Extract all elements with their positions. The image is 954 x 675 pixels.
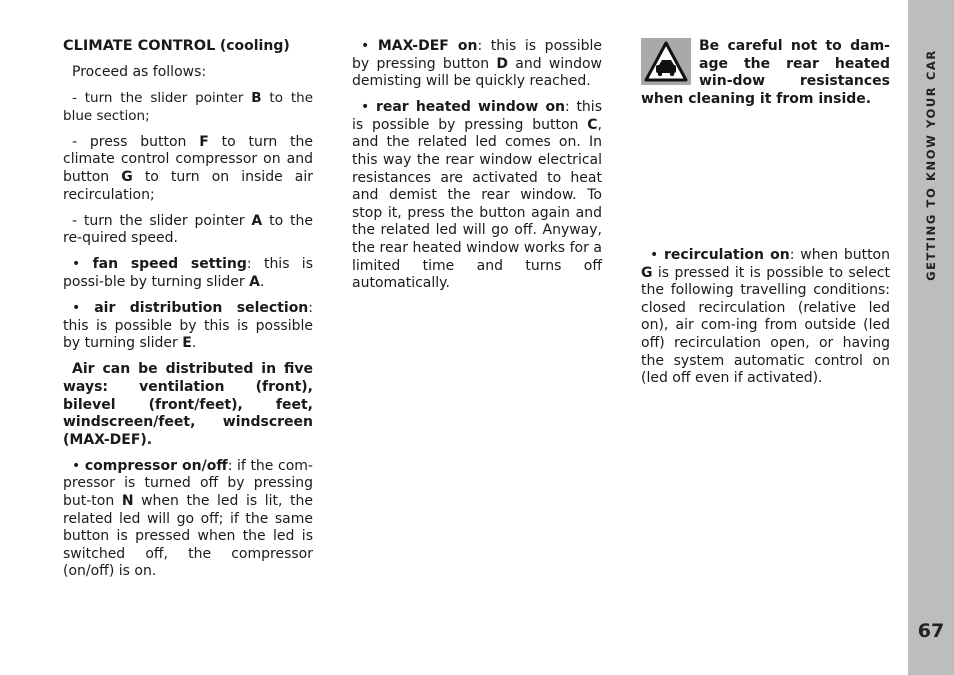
- rear-window-item: • rear heated window on: this is possible by pressing button C, and the related led comes on. In this way the rear window electrical resistances are activated to heat and demist the rear window. To stop it, press the button again and the related led will go off. Anyway, the rear heated window works for a limited time and turns off automatically.: [352, 99, 602, 292]
- step-press-buttons: - press button F to turn the climate control compressor on and button G to turn on inside air recirculation;: [63, 133, 313, 203]
- car-warning-triangle-icon: [641, 38, 691, 85]
- section-heading: CLIMATE CONTROL (cooling): [63, 38, 290, 54]
- step-slider-speed: - turn the slider pointer A to the re-quired speed.: [63, 212, 313, 247]
- column-middle: [352, 38, 602, 301]
- column-right: [641, 38, 890, 108]
- recirculation-item: • recirculation on: when button G is pressed it is possible to select the following travelling conditions: closed recirculation (relative led on), air com-ing from outside (led off) recirculation open, or having the system automatic control on (led off even if activated).: [641, 247, 890, 387]
- page-number: 67: [917, 620, 945, 642]
- max-def-item: • MAX-DEF on: this is possible by pressing button D and window demisting will be quickly reached.: [352, 38, 603, 90]
- chapter-title: GETTING TO KNOW YOUR CAR: [924, 49, 938, 281]
- column-left: [63, 38, 313, 590]
- warning-text: Be careful not to dam-age the rear heated win-dow resistances when cleaning it from inside.: [641, 38, 890, 107]
- distribution-modes-text: Air can be distributed in five ways: ventilation (front), bilevel (front/feet), feet, windscreen/feet, windscreen (MAX-DEF).: [63, 361, 313, 448]
- intro-text: Proceed as follows:: [72, 64, 207, 81]
- warning-box: [641, 38, 890, 108]
- fan-speed-item: • fan speed setting: this is possi-ble by turning slider A.: [63, 256, 313, 291]
- chapter-sidebar: [908, 0, 954, 675]
- step-slider-blue: - turn the slider pointer B to the blue section;: [63, 90, 313, 124]
- air-distribution-item: • air distribution selection: this is possible by this is possible by turning slider E.: [63, 300, 313, 352]
- compressor-item: • compressor on/off: if the com-pressor is turned off by pressing but-ton N when the led is lit, the related led will go off; if the same button is pressed when the led is switched off, the compressor (on/off) is on.: [63, 457, 313, 580]
